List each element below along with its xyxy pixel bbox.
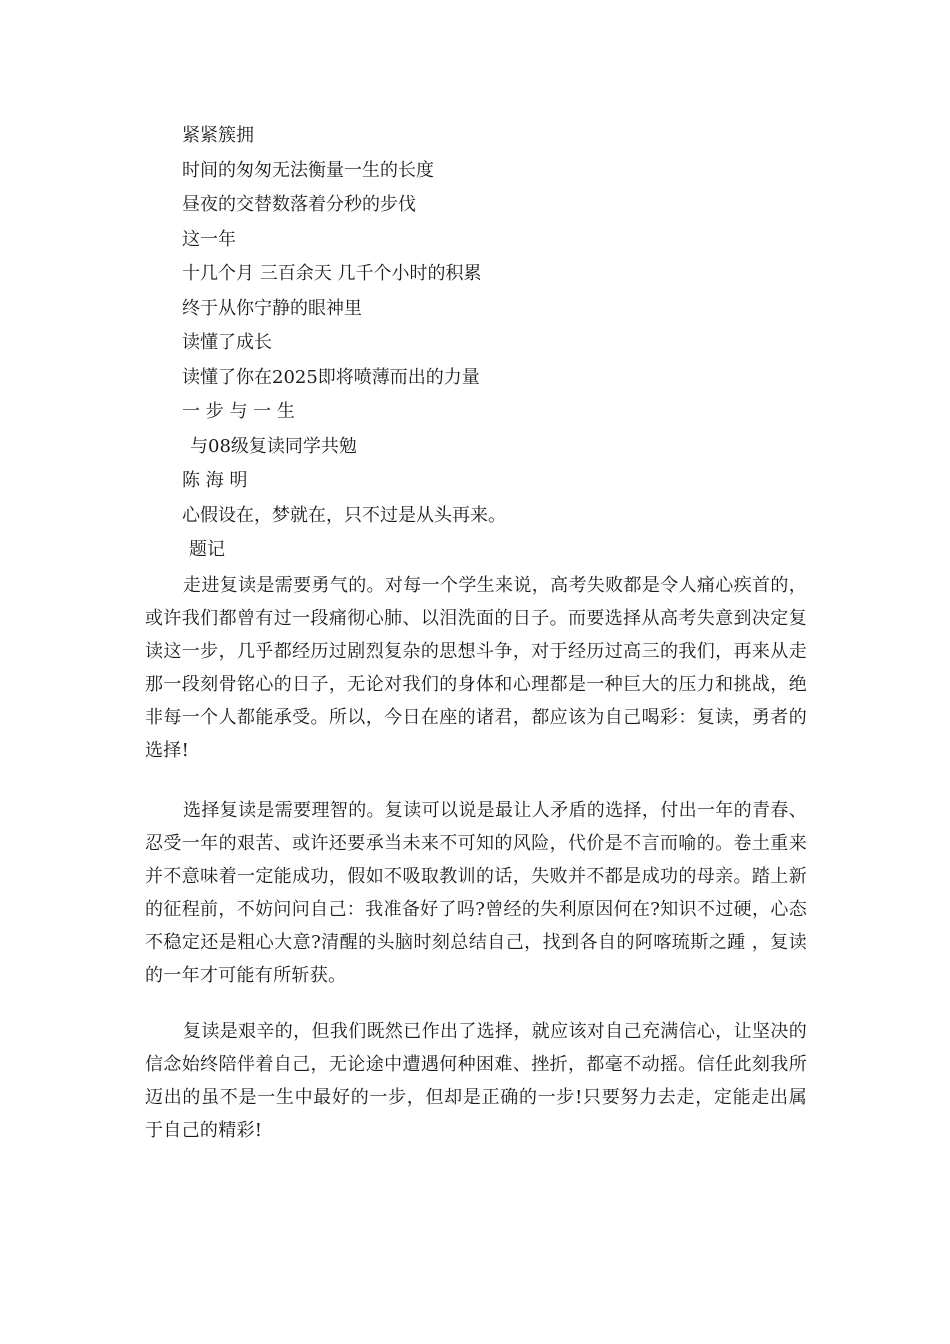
poem-line: 十几个月 三百余天 几千个小时的积累 [182,263,482,284]
essay-subtitle: 与08级复读同学共勉 [190,436,357,457]
essay-author: 陈 海 明 [182,470,248,491]
essay-paragraph-3: 复读是艰辛的，但我们既然已作出了选择，就应该对自己充满信心，让坚决的信念始终陪伴着自己，无论途中遭遇何种困难、挫折，都毫不动摇。信任此刻我所迈出的虽不是一生中最好的一步，但却是正确的一步!只要努力去走，定能走出属于自己的精彩! [145,1021,807,1141]
poem-line: 时间的匆匆无法衡量一生的长度 [182,160,434,181]
poem-line: 这一年 [182,229,236,250]
essay-paragraph-2: 选择复读是需要理智的。复读可以说是最让人矛盾的选择，付出一年的青春、忍受一年的艰苦、或许还要承当未来不可知的风险，代价是不言而喻的。卷土重来 并不意味着一定能成功，假如不吸取教训的话，失败并不都是成功的母亲。踏上新的征程前，不妨问问自己：我准备好了吗?曾经的失利原因何在?知识不过硬，心态不稳定还是粗心大意?清醒的头脑时刻总结自己，找到各自的阿喀琉斯之踵 ，复读的一年才可能有所斩获。 [145,800,807,986]
essay-epigraph: 心假设在，梦就在，只不过是从头再来。 [182,505,506,526]
essay-title: 一 步 与 一 生 [182,401,295,422]
epigraph-label: 题记 [189,539,225,560]
poem-line: 读懂了你在2025即将喷薄而出的力量 [182,367,480,388]
essay-paragraph-1: 走进复读是需要勇气的。对每一个学生来说，高考失败都是令人痛心疾首的，或许我们都曾有过一段痛彻心肺、以泪洗面的日子。而要选择从高考失意到决定复读这一步，几乎都经历过剧烈复杂的思想斗争，对于经历过高三的我们，再来从走那一段刻骨铭心的日子，无论对我们的身体和心理都是一种巨大的压力和挑战，绝非每一个人都能承受。所以，今日在座的诸君，都应该为自己喝彩：复读，勇者的选择! [145,575,807,761]
poem-line: 终于从你宁静的眼神里 [182,298,362,319]
poem-line: 读懂了成长 [182,332,272,353]
poem-line: 紧紧簇拥 [182,125,254,146]
poem-line: 昼夜的交替数落着分秒的步伐 [182,194,416,215]
